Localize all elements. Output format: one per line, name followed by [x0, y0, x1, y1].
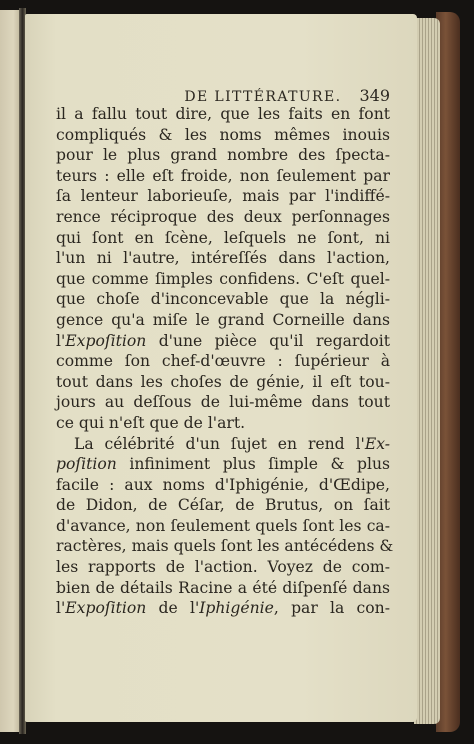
text-line: que comme ſimples confidens. C'eſt quel- [56, 269, 390, 288]
page-header [100, 86, 390, 105]
page-number: 349 [359, 86, 390, 105]
text-line: les rapports de l'action. Voyez de com- [56, 558, 390, 577]
text-line: teurs : elle eſt froide, non ſeulement par [56, 166, 390, 185]
text-segment: infiniment plus ſimple & plus [116, 455, 390, 474]
page-text [56, 104, 394, 619]
paragraph-1 [56, 104, 390, 434]
text-line: gence qu'a miſe le grand Corneille dans [56, 310, 390, 329]
page-edges [414, 18, 440, 724]
text-line [56, 331, 390, 352]
text-line: tout dans les choſes de génie, il eſt tou- [56, 372, 390, 391]
text-line [56, 434, 390, 455]
text-line: l'un ni l'autre, intéreſſés dans l'action, [56, 249, 390, 268]
text-line: pour le plus grand nombre des ſpecta- [56, 146, 390, 165]
text-line: rence réciproque des deux perſonnages [56, 207, 390, 226]
paragraph-2 [56, 434, 394, 619]
italic-text: Iphigénie [199, 599, 274, 618]
text-line: qui ſont en ſcène, leſquels ne ſont, ni [56, 228, 390, 247]
text-line: compliqués & les noms mêmes inouis [56, 125, 390, 144]
italic-text: Expoſition [65, 331, 147, 350]
text-line: de Didon, de Céſar, de Brutus, on ſait [56, 496, 390, 515]
text-line: comme ſon chef-d'œuvre : ſupérieur à [56, 352, 390, 371]
text-segment: l' [56, 599, 66, 618]
text-line: d'avance, non ſeulement quels ſont les ca- [56, 516, 390, 535]
text-line [56, 598, 390, 619]
italic-text: poſition [56, 455, 117, 474]
text-segment: , par la con- [273, 599, 390, 618]
text-segment: La célébrité d'un ſujet en rend l' [74, 434, 365, 453]
text-line [56, 454, 390, 475]
text-segment: de l' [146, 599, 200, 618]
text-line: il a fallu tout dire, que les faits en font [56, 105, 390, 123]
text-line: ractères, mais quels ſont les antécédens & [56, 537, 394, 556]
text-line: ſa lenteur laborieuſe, mais par l'indiffé- [56, 187, 390, 206]
text-line: jours au deſſous de lui-même dans tout [56, 393, 390, 412]
text-line: bien de détails Racine a été diſpenſé dans [56, 578, 390, 597]
text-line: ce qui n'eſt que de l'art. [56, 413, 246, 432]
text-line: facile : aux noms d'Iphigénie, d'Œdipe, [56, 475, 390, 494]
text-segment: d'une pièce qu'il regardoit [146, 331, 390, 350]
text-line: que choſe d'inconcevable que la négli- [56, 290, 390, 309]
italic-text: Ex- [364, 434, 390, 453]
running-head: DE LITTÉRATURE. [184, 89, 342, 105]
italic-text: Expoſition [65, 599, 147, 618]
text-segment: l' [56, 331, 66, 350]
